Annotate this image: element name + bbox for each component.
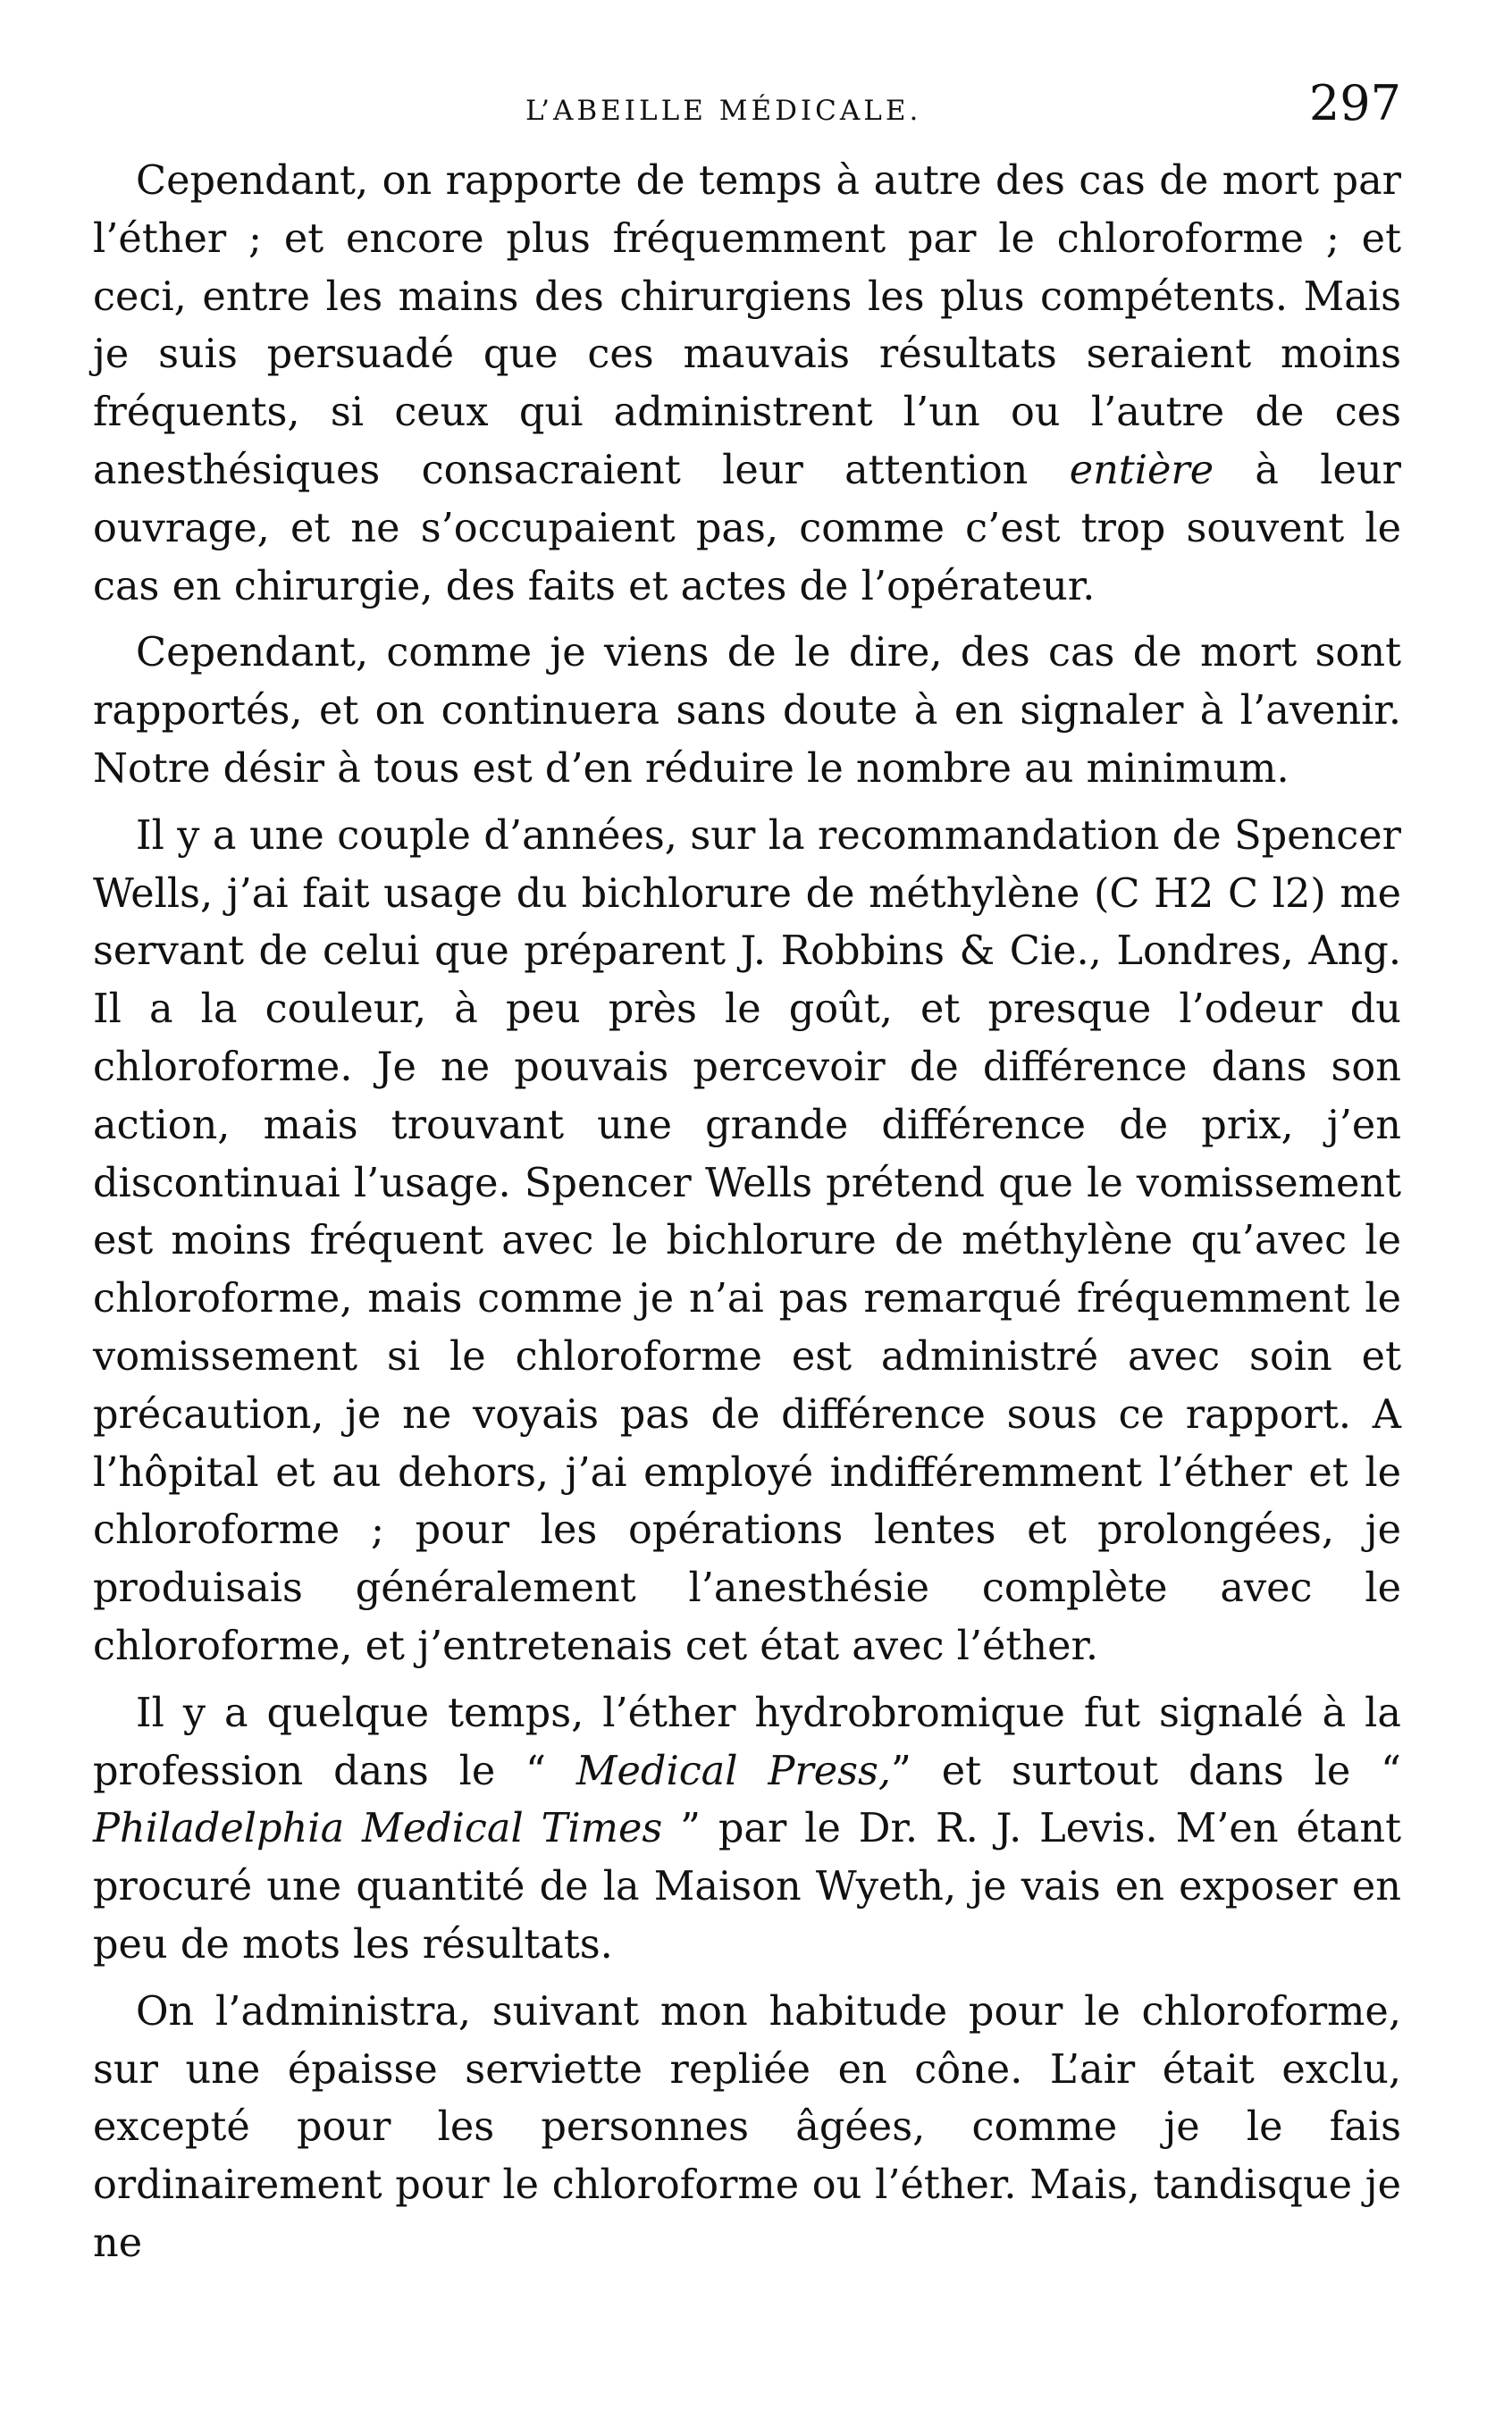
body-text	[93, 152, 1401, 2272]
text-run: Cependant, on rapporte de temps à autre des cas de mort par l’éther ; et encore plus fréquemment par le chloroforme ; et ceci, entre les mains des chirurgiens les plus compétents. Mais je suis persuadé que ces mauvais résultats seraient moins fréquents, si ceux qui administrent l’un ou l’autre de ces anesthésiques consacraient leur attention	[93, 157, 1401, 493]
text-run: Cependant, comme je viens de le dire, des cas de mort sont rapportés, et on continuera sans doute à en signaler à l’avenir. Notre désir à tous est d’en réduire le nombre au minimum.	[93, 629, 1401, 792]
paragraph	[93, 1684, 1401, 1974]
text-run: Il y a quelque temps, l’éther hydrobromique fut signalé à la profession dans le “	[93, 1689, 1401, 1794]
text-run: Il y a une couple d’années, sur la recommandation de Spencer Wells, j’ai fait usage du bichlorure de méthylène (C H2 C l2) me servant de celui que préparent J. Robbins & Cie., Londres, Ang. Il a la couleur, à peu près le goût, et presque l’odeur du chloroforme. Je ne pouvais percevoir de différence dans son action, mais trouvant une grande différence de prix, j’en discontinuai l’usage. Spencer Wells prétend que le vomissement est moins fréquent avec le bichlorure de méthylène qu’avec le chloroforme, mais comme je n’ai pas remarqué fréquemment le vomissement si le chloroforme est administré avec soin et précaution, je ne voyais pas de différence sous ce rapport. A l’hôpital et au dehors, j’ai employé indifféremment l’éther et le chloroforme ; pour les opérations lentes et prolongées, je produisais généralement l’anesthésie complète avec le chloroforme, et j’entretenais cet état avec l’éther.	[93, 811, 1401, 1669]
italic-text: Philadelphia Medical Times	[93, 1805, 663, 1852]
paragraph	[93, 152, 1401, 615]
text-run: On l’administra, suivant mon habitude pour le chloroforme, sur une épaisse serviette repliée en cône. L’air était exclu, excepté pour les personnes âgées, comme je le fais ordinairement pour le chloroforme ou l’éther. Mais, tandisque je ne	[93, 1987, 1401, 2266]
paragraph	[93, 807, 1401, 1675]
italic-text: Medical Press,	[575, 1747, 892, 1794]
book-page	[93, 54, 1401, 2377]
text-run: ” et surtout dans le “	[891, 1747, 1401, 1794]
text-run: à leur ouvrage, et ne s’occupaient pas, comme c’est trop souvent le cas en chirurgie, des faits et actes de l’opérateur.	[93, 446, 1401, 609]
text-run: ” par le Dr. R. J. Levis. M’en étant procuré une quantité de la Maison Wyeth, je vais en exposer en peu de mots les résultats.	[93, 1805, 1401, 1968]
paragraph	[93, 624, 1401, 797]
italic-text: entière	[1069, 446, 1214, 493]
page-header	[93, 54, 1401, 152]
running-title: L’ABEILLE MÉDICALE.	[525, 95, 922, 127]
page-number: 297	[1308, 75, 1401, 131]
paragraph	[93, 1983, 1401, 2272]
